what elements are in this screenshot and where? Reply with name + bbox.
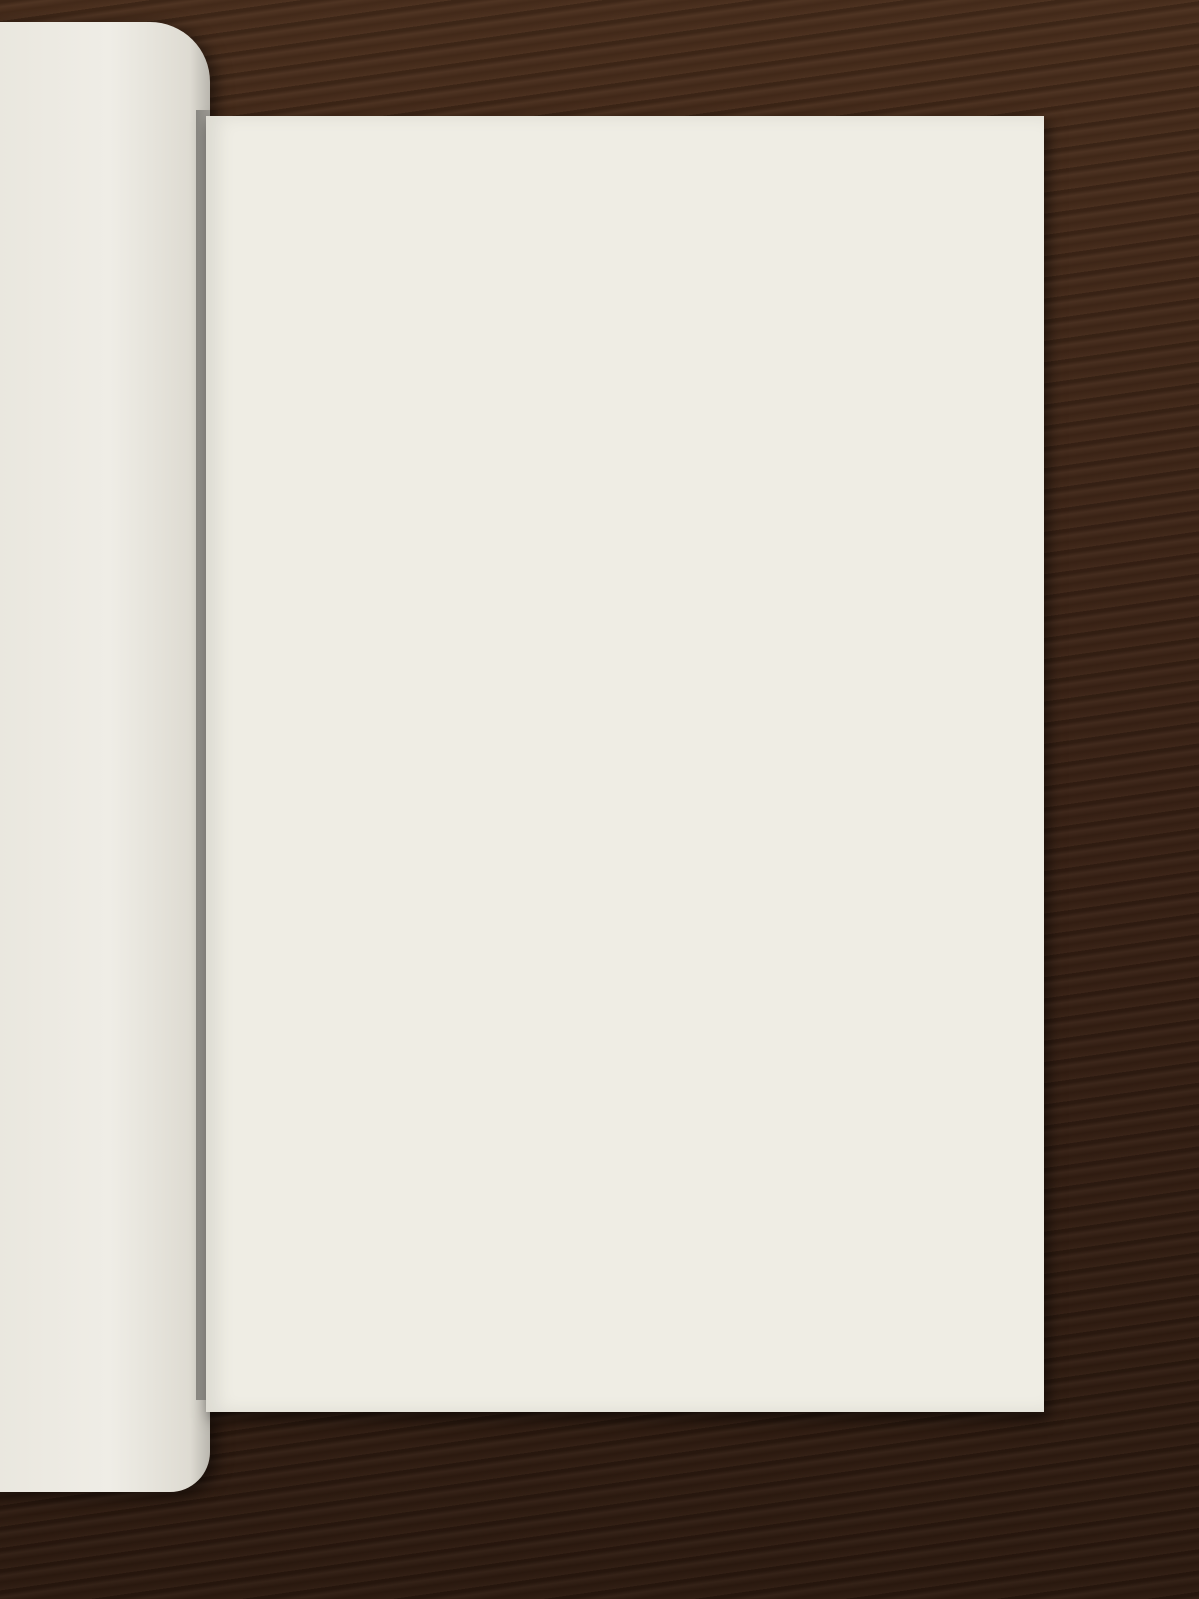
right-page bbox=[206, 116, 1044, 1412]
contents-page bbox=[246, 186, 906, 226]
left-page bbox=[0, 22, 210, 1492]
